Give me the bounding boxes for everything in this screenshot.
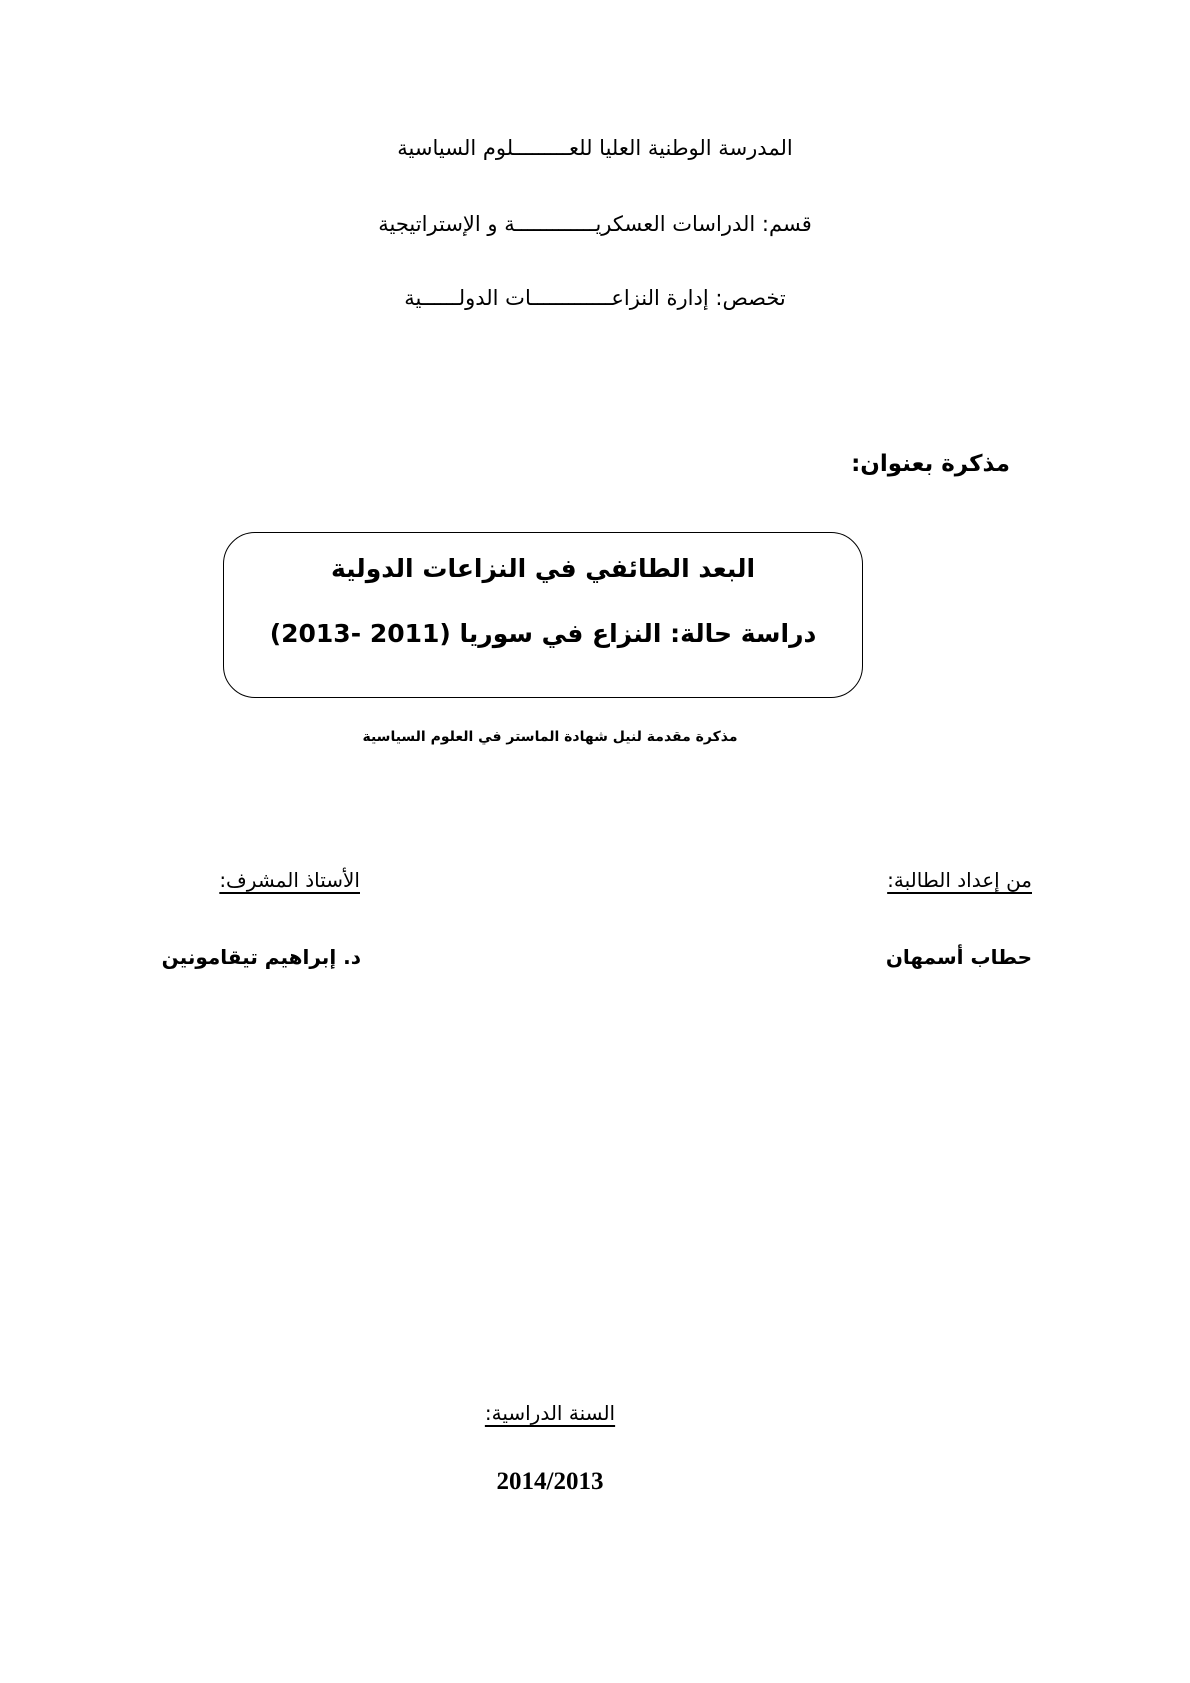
supervisor-label: الأستاذ المشرف: [219, 868, 360, 892]
supervisor-name: د. إبراهيم تيقامونين [161, 945, 361, 969]
department-name: قسم: الدراسات العسكريـــــــــــــة و الإستراتيجية [378, 212, 812, 236]
title-box [223, 532, 863, 698]
memo-label: مذكرة بعنوان: [851, 451, 1010, 477]
student-name: حطاب أسمهان [885, 945, 1032, 969]
academic-year-label: السنة الدراسية: [484, 1401, 616, 1425]
specialty-name: تخصص: إدارة النزاعـــــــــــــات الدولــــــية [404, 286, 786, 310]
thesis-title: البعد الطائفي في النزاعات الدولية [330, 554, 756, 583]
degree-note: مذكرة مقدمة لنيل شهادة الماستر في العلوم السياسية [362, 729, 738, 745]
academic-year-value: 2014/2013 [496, 1468, 604, 1495]
student-label: من إعداد الطالبة: [887, 868, 1032, 892]
school-name: المدرسة الوطنية العليا للعـــــــــلوم السياسية [397, 136, 793, 160]
case-study-title: دراسة حالة: النزاع في سوريا (2011 -2013) [269, 619, 817, 648]
